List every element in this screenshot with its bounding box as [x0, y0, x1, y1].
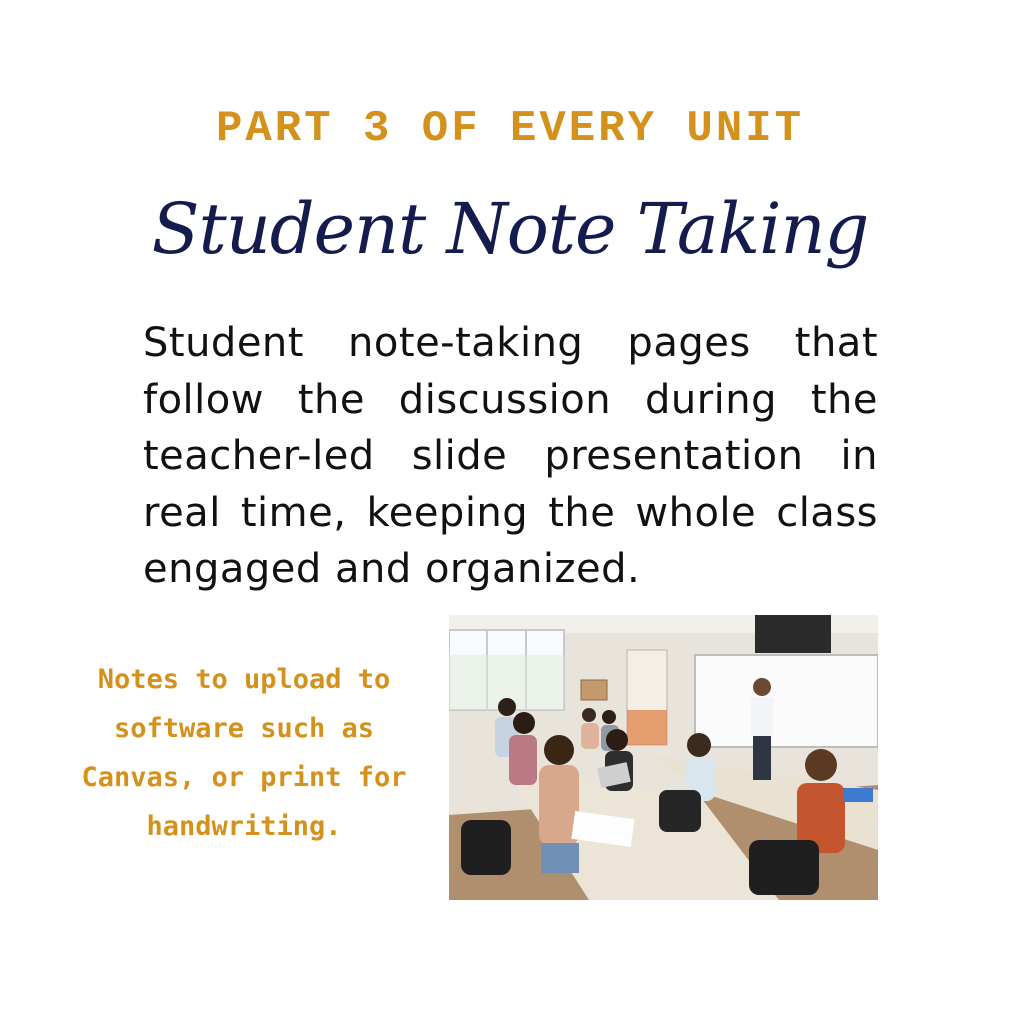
side-note: Notes to upload to software such as Canvas, or print for handwriting.	[81, 664, 407, 842]
description-text: Student note-taking pages that follow the discussion during the teacher-led slide presentation in real time, keeping the whole class engaged and organized.	[143, 320, 878, 592]
classroom-photo	[449, 615, 878, 900]
page-title: Student Note Taking	[151, 188, 869, 270]
unit-part-label: PART 3 OF EVERY UNIT	[215, 104, 805, 154]
